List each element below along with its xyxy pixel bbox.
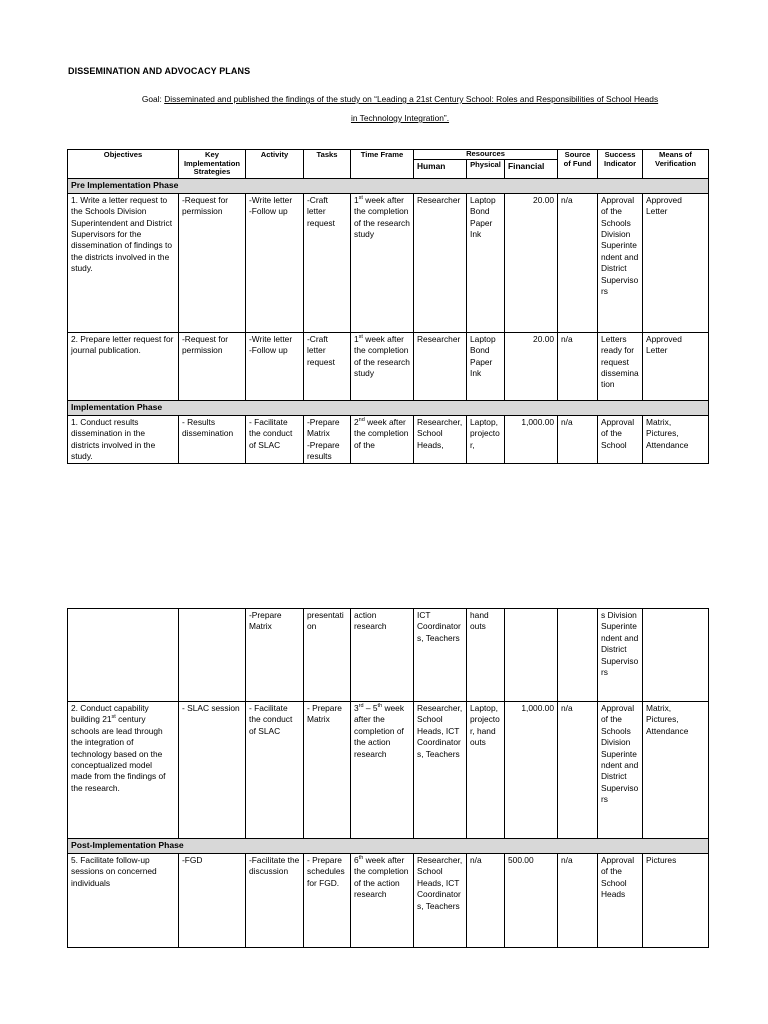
activity-cell: -Write letter -Follow up [246, 332, 304, 400]
activity-cell: -Write letter -Follow up [246, 193, 304, 332]
means-cell: Approved Letter [643, 193, 709, 332]
header-row [68, 150, 709, 160]
table-row [68, 415, 709, 464]
phase-label-post: Post-Implementation Phase [68, 839, 709, 854]
financial-cell: 20.00 [505, 332, 558, 400]
human-cell: Researcher, School Heads, [414, 415, 467, 464]
table-row [68, 193, 709, 332]
physical-cell: Laptop Bond Paper Ink [467, 332, 505, 400]
financial-cell: 500.00 [505, 854, 558, 948]
timeframe-cell: action research [351, 609, 414, 702]
source-cell: n/a [558, 332, 598, 400]
tasks-cell: - Prepare schedules for FGD. [304, 854, 351, 948]
source-cell: n/a [558, 415, 598, 464]
table-row [68, 609, 709, 702]
financial-cell [505, 609, 558, 702]
goal-text-line2: in Technology Integration”. [350, 113, 450, 123]
strategy-cell: - Results dissemination [179, 415, 246, 464]
plan-table-part2 [67, 608, 709, 948]
col-resources: Resources [414, 150, 558, 160]
col-means: Means of Verification [643, 150, 709, 179]
plan-table-part1 [67, 149, 709, 464]
phase-label-impl: Implementation Phase [68, 400, 709, 415]
col-financial: Financial [505, 159, 558, 178]
strategy-cell: -FGD [179, 854, 246, 948]
means-cell: Matrix, Pictures, Attendance [643, 415, 709, 464]
col-timeframe: Time Frame [351, 150, 414, 179]
table-row [68, 702, 709, 839]
col-strategies: Key Implementation Strategies [179, 150, 246, 179]
strategy-cell: - SLAC session [179, 702, 246, 839]
timeframe-cell: 2nd week after the completion of the [351, 415, 414, 464]
tasks-cell: presentation [304, 609, 351, 702]
col-source: Source of Fund [558, 150, 598, 179]
means-cell [643, 609, 709, 702]
physical-cell: n/a [467, 854, 505, 948]
source-cell: n/a [558, 854, 598, 948]
financial-cell: 1,000.00 [505, 415, 558, 464]
document-title: DISSEMINATION AND ADVOCACY PLANS [68, 66, 251, 76]
tasks-cell: -Craft letter request [304, 332, 351, 400]
goal-label: Goal: [141, 94, 165, 104]
source-cell [558, 609, 598, 702]
tasks-cell: - Prepare Matrix [304, 702, 351, 839]
activity-cell: -Facilitate the discussion [246, 854, 304, 948]
phase-row-pre [68, 178, 709, 193]
phase-label-pre: Pre Implementation Phase [68, 178, 709, 193]
activity-cell: -Prepare Matrix [246, 609, 304, 702]
activity-cell: - Facilitate the conduct of SLAC [246, 415, 304, 464]
col-success: Success Indicator [598, 150, 643, 179]
success-cell: Approval of the School Heads [598, 854, 643, 948]
table-row [68, 332, 709, 400]
col-human: Human [414, 159, 467, 178]
success-cell: Letters ready for request dissemination [598, 332, 643, 400]
tasks-cell: -Prepare Matrix -Prepare results [304, 415, 351, 464]
timeframe-cell: 1st week after the completion of the research study [351, 332, 414, 400]
means-cell: Pictures [643, 854, 709, 948]
means-cell: Matrix, Pictures, Attendance [643, 702, 709, 839]
human-cell: Researcher, School Heads, ICT Coordinators, Teachers [414, 702, 467, 839]
phase-row-impl [68, 400, 709, 415]
strategy-cell [179, 609, 246, 702]
source-cell: n/a [558, 702, 598, 839]
col-tasks: Tasks [304, 150, 351, 179]
success-cell: Approval of the School [598, 415, 643, 464]
strategy-cell: -Request for permission [179, 193, 246, 332]
objective-cell: 2. Conduct capability building 21st century schools are lead through the integration of technology based on the conceptualized model made from the findings of the research. [68, 702, 179, 839]
phase-row-post [68, 839, 709, 854]
timeframe-cell: 3rd – 5th week after the completion of the action research [351, 702, 414, 839]
source-cell: n/a [558, 193, 598, 332]
goal-statement [95, 90, 705, 128]
financial-cell: 1,000.00 [505, 702, 558, 839]
objective-cell: 1. Write a letter request to the Schools Division Superintendent and District Supervisors for the dissemination of findings to the districts involved in the study. [68, 193, 179, 332]
financial-cell: 20.00 [505, 193, 558, 332]
objective-cell: 5. Facilitate follow-up sessions on concerned individuals [68, 854, 179, 948]
objective-cell: 1. Conduct results dissemination in the districts involved in the study. [68, 415, 179, 464]
physical-cell: Laptop, projector, hand outs [467, 702, 505, 839]
objective-cell [68, 609, 179, 702]
means-cell: Approved Letter [643, 332, 709, 400]
success-cell: s Division Superintendent and District Supervisors [598, 609, 643, 702]
timeframe-cell: 6th week after the completion of the action research [351, 854, 414, 948]
col-physical: Physical [467, 159, 505, 178]
table-row [68, 854, 709, 948]
col-objectives: Objectives [68, 150, 179, 179]
human-cell: ICT Coordinators, Teachers [414, 609, 467, 702]
physical-cell: hand outs [467, 609, 505, 702]
tasks-cell: -Craft letter request [304, 193, 351, 332]
human-cell: Researcher [414, 193, 467, 332]
physical-cell: Laptop, projector, [467, 415, 505, 464]
human-cell: Researcher, School Heads, ICT Coordinators, Teachers [414, 854, 467, 948]
timeframe-cell: 1st week after the completion of the research study [351, 193, 414, 332]
success-cell: Approval of the Schools Division Superintendent and District Supervisors [598, 193, 643, 332]
success-cell: Approval of the Schools Division Superintendent and District Supervisors [598, 702, 643, 839]
human-cell: Researcher [414, 332, 467, 400]
activity-cell: - Facilitate the conduct of SLAC [246, 702, 304, 839]
strategy-cell: -Request for permission [179, 332, 246, 400]
objective-cell: 2. Prepare letter request for journal publication. [68, 332, 179, 400]
physical-cell: Laptop Bond Paper Ink [467, 193, 505, 332]
goal-text-line1: Disseminated and published the findings of the study on “Leading a 21st Century School: Roles and Responsibilities of School Heads [164, 94, 659, 104]
col-activity: Activity [246, 150, 304, 179]
